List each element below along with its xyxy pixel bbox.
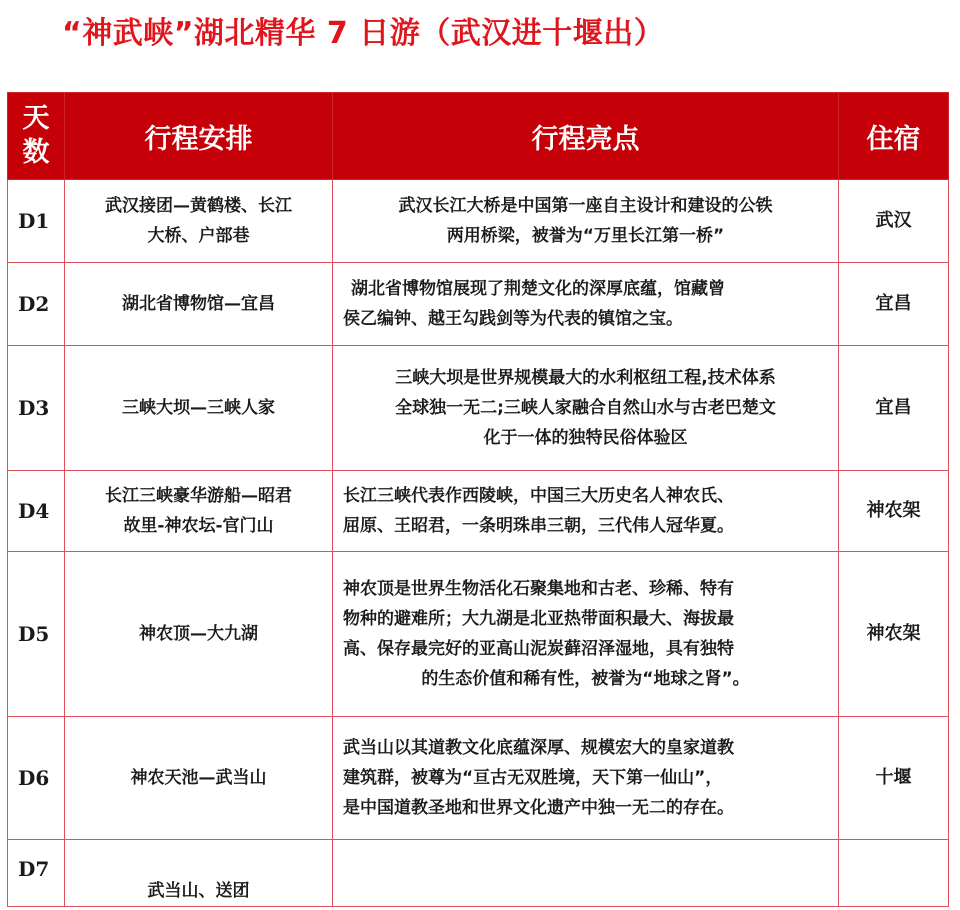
table-row (8, 471, 949, 552)
lodging-cell (839, 840, 949, 907)
column-header-day-line1: 天 (22, 103, 50, 134)
highlights-line: 武汉长江大桥是中国第一座自主设计和建设的公铁 (398, 196, 773, 216)
table-header-row (8, 93, 949, 180)
schedule-line: 三峡大坝—三峡人家 (122, 398, 275, 418)
highlights-line: 是中国道教圣地和世界文化遗产中独一无二的存在。 (343, 798, 734, 818)
itinerary-table (7, 92, 949, 907)
highlights-line: 长江三峡代表作西陵峡，中国三大历史名人神农氏、 (343, 486, 734, 506)
table-row (8, 717, 949, 840)
highlights-line: 全球独一无二;三峡人家融合自然山水与古老巴楚文 (395, 398, 776, 418)
column-header-day-line2: 数 (22, 137, 50, 168)
schedule-line: 湖北省博物馆—宜昌 (122, 294, 275, 314)
column-header-highlights: 行程亮点 (333, 93, 839, 180)
lodging-cell: 十堰 (839, 717, 949, 840)
schedule-line: 大桥、户部巷 (147, 226, 250, 246)
highlights-line: 建筑群，被尊为“亘古无双胜境，天下第一仙山”， (343, 768, 723, 788)
table-row (8, 180, 949, 263)
highlights-line: 两用桥梁，被誉为“万里长江第一桥” (446, 226, 725, 246)
lodging-cell: 宜昌 (839, 346, 949, 471)
highlights-cell (333, 263, 839, 346)
column-header-day (8, 93, 65, 180)
highlights-line: 侯乙编钟、越王勾践剑等为代表的镇馆之宝。 (343, 309, 683, 329)
highlights-line: 的生态价值和稀有性，被誉为“地球之肾”。 (421, 669, 750, 689)
schedule-line: 武汉接团—黄鹤楼、长江 (105, 196, 292, 216)
schedule-line: 神农天池—武当山 (130, 768, 267, 788)
schedule-line: 武当山、送团 (147, 881, 250, 901)
day-cell: D2 (8, 263, 65, 346)
day-cell: D3 (8, 346, 65, 471)
highlights-line: 物种的避难所；大九湖是北亚热带面积最大、海拔最 (343, 609, 734, 629)
schedule-line: 故里-神农坛-官门山 (123, 516, 274, 536)
highlights-cell (333, 346, 839, 471)
schedule-cell (65, 717, 333, 840)
highlights-line: 湖北省博物馆展现了荆楚文化的深厚底蕴，馆藏曾 (351, 279, 725, 299)
schedule-cell (65, 552, 333, 717)
schedule-cell (65, 471, 333, 552)
day-cell: D5 (8, 552, 65, 717)
table-row (8, 552, 949, 717)
schedule-cell (65, 263, 333, 346)
table-row (8, 346, 949, 471)
highlights-line: 神农顶是世界生物活化石聚集地和古老、珍稀、特有 (343, 579, 734, 599)
lodging-cell: 武汉 (839, 180, 949, 263)
table-row (8, 263, 949, 346)
highlights-cell (333, 552, 839, 717)
column-header-schedule: 行程安排 (65, 93, 333, 180)
lodging-cell: 神农架 (839, 471, 949, 552)
highlights-line: 高、保存最完好的亚高山泥炭藓沼泽湿地，具有独特 (343, 639, 734, 659)
highlights-cell (333, 471, 839, 552)
highlights-cell (333, 840, 839, 907)
column-header-lodging: 住宿 (839, 93, 949, 180)
schedule-cell (65, 180, 333, 263)
day-cell: D4 (8, 471, 65, 552)
day-cell: D6 (8, 717, 65, 840)
schedule-line: 长江三峡豪华游船—昭君 (105, 486, 292, 506)
lodging-cell: 神农架 (839, 552, 949, 717)
highlights-cell (333, 717, 839, 840)
table-row (8, 840, 949, 907)
day-cell: D7 (8, 840, 65, 907)
schedule-line: 神农顶—大九湖 (139, 624, 258, 644)
schedule-cell (65, 840, 333, 907)
highlights-line: 屈原、王昭君，一条明珠串三朝，三代伟人冠华夏。 (343, 516, 734, 536)
page-title: “神武峡”湖北精华 7 日游（武汉进十堰出） (62, 16, 665, 51)
day-cell: D1 (8, 180, 65, 263)
lodging-cell: 宜昌 (839, 263, 949, 346)
highlights-line: 武当山以其道教文化底蕴深厚、规模宏大的皇家道教 (343, 738, 734, 758)
highlights-line: 化于一体的独特民俗体验区 (483, 428, 688, 448)
highlights-cell (333, 180, 839, 263)
highlights-line: 三峡大坝是世界规模最大的水利枢纽工程,技术体系 (395, 368, 776, 388)
schedule-cell (65, 346, 333, 471)
